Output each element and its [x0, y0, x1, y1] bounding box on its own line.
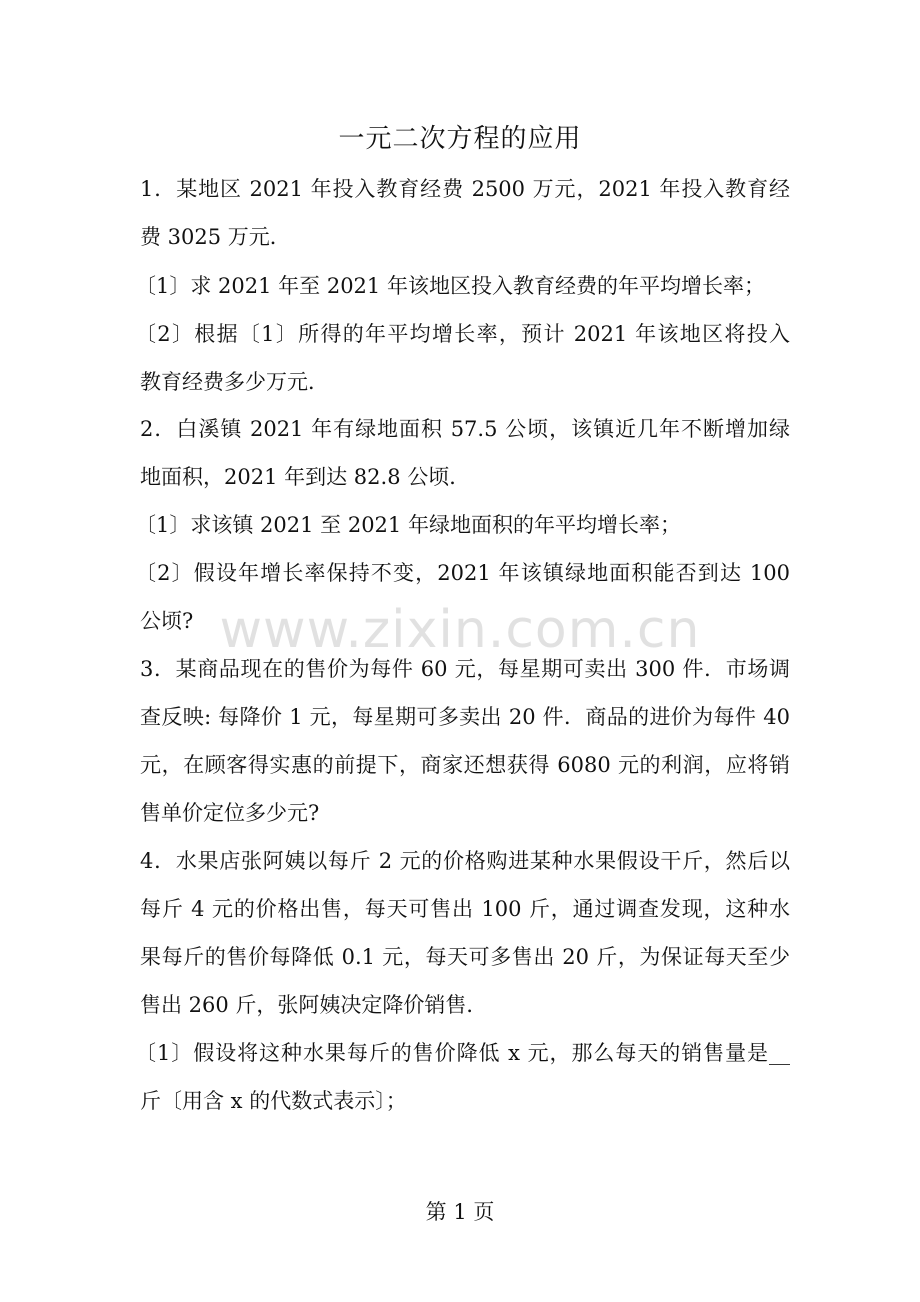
text-line: 4．水果店张阿姨以每斤 2 元的价格购进某种水果假设干斤，然后以: [140, 849, 790, 873]
text-line: 每斤 4 元的价格出售，每天可售出 100 斤，通过调查发现，这种水: [140, 897, 790, 921]
text-line: 地面积，2021 年到达 82.8 公顷．: [140, 465, 471, 489]
text-line: 费 3025 万元．: [140, 225, 291, 249]
text-line: 果每斤的售价每降低 0.1 元，每天可多售出 20 斤，为保证每天至少: [140, 945, 790, 969]
text-line: 教育经费多少万元．: [140, 370, 329, 394]
page-title: 一元二次方程的应用: [338, 124, 582, 154]
text-line: 售单价定位多少元?: [140, 801, 320, 825]
text-line: 2．白溪镇 2021 年有绿地面积 57.5 公顷，该镇近几年不断增加绿: [140, 417, 790, 441]
page-number: 第 1 页: [425, 1200, 495, 1224]
text-line: 斤〔用含 x 的代数式表示〕；: [140, 1089, 407, 1113]
text-line: 〔1〕求 2021 年至 2021 年该地区投入教育经费的年平均增长率；: [135, 274, 765, 298]
text-line: 〔2〕根据〔1〕所得的年平均增长率，预计 2021 年该地区将投入: [135, 322, 790, 346]
text-line: 售出 260 斤，张阿姨决定降价销售．: [140, 993, 488, 1017]
text-line: 查反映: 每降价 1 元，每星期可多卖出 20 件．商品的进价为每件 40: [140, 705, 790, 729]
text-line: 3．某商品现在的售价为每件 60 元，每星期可卖出 300 件．市场调: [140, 657, 790, 681]
watermark: www.zixin.com.cn: [219, 600, 701, 660]
text-line: 〔2〕假设年增长率保持不变，2021 年该镇绿地面积能否到达 100: [135, 561, 790, 585]
text-line: 〔1〕求该镇 2021 至 2021 年绿地面积的年平均增长率；: [135, 513, 681, 537]
text-line: 公顷?: [140, 609, 194, 633]
text-line: 元，在顾客得实惠的前提下，商家还想获得 6080 元的利润，应将销: [140, 753, 790, 777]
text-line: 1．某地区 2021 年投入教育经费 2500 万元，2021 年投入教育经: [140, 177, 790, 201]
text-line: 〔1〕假设将这种水果每斤的售价降低 x 元，那么每天的销售量是__: [135, 1041, 790, 1065]
